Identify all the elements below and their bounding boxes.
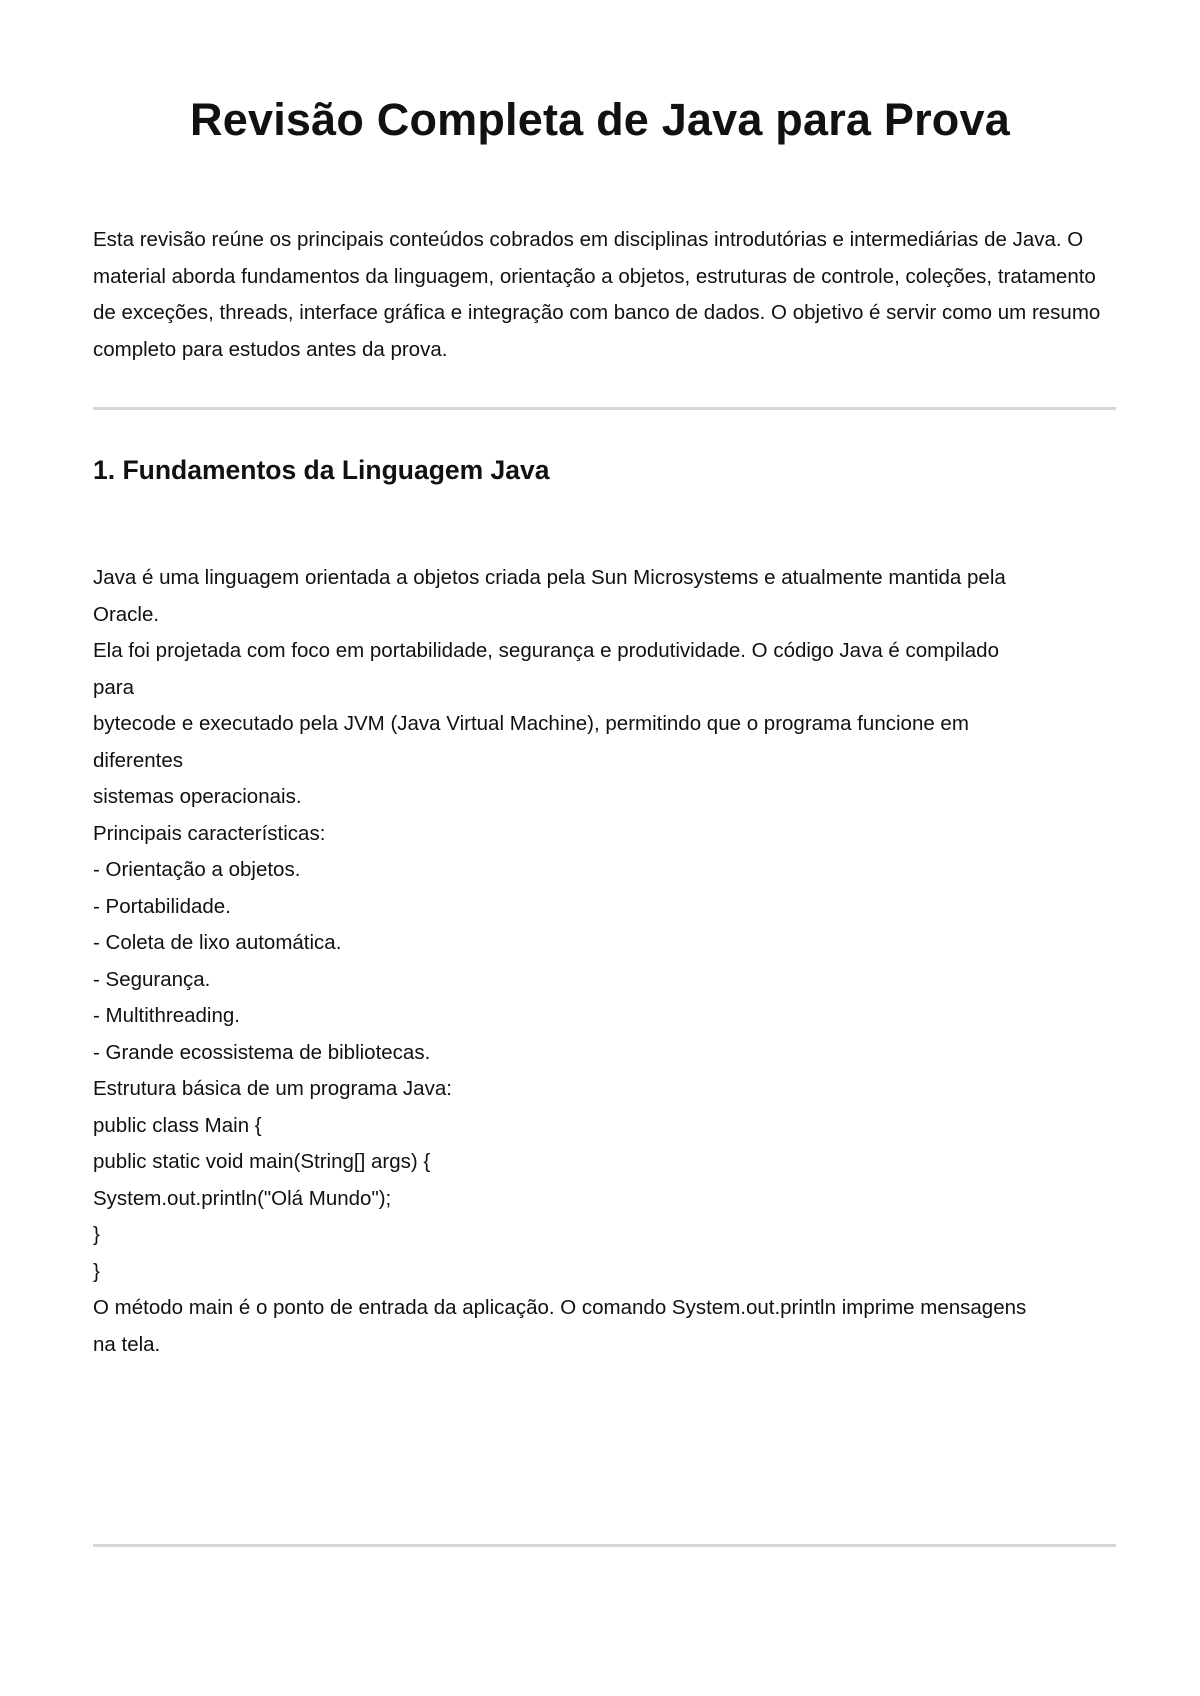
list-item: - Orientação a objetos.	[93, 858, 301, 881]
body-line: sistemas operacionais.	[93, 785, 302, 808]
list-item: - Grande ecossistema de bibliotecas.	[93, 1040, 431, 1064]
code-line: public static void main(String[] args) {	[93, 1150, 431, 1173]
body-line: para	[93, 675, 135, 699]
list-item: - Multithreading.	[93, 1004, 240, 1027]
intro-section	[93, 222, 1113, 368]
list-item: - Portabilidade.	[93, 894, 231, 918]
intro-paragraph: Esta revisão reúne os principais conteúdos cobrados em disciplinas introdutórias e intermediárias de Java. O material aborda fundamentos da linguagem, orientação a objetos, estruturas de controle, coleções, tratamento de exceções, threads, interface gráfica e integração com banco de dados. O objetivo é servir como um resumo completo para estudos antes da prova.	[93, 228, 1101, 361]
section-body	[93, 560, 1113, 1363]
body-line: bytecode e executado pela JVM (Java Virtual Machine), permitindo que o programa funcione em	[93, 712, 969, 735]
body-line: O método main é o ponto de entrada da aplicação. O comando System.out.println imprime mensagens	[93, 1296, 1027, 1319]
body-line: diferentes	[93, 748, 184, 772]
section-heading: 1. Fundamentos da Linguagem Java	[93, 455, 550, 485]
body-line: Java é uma linguagem orientada a objetos criada pela Sun Microsystems e atualmente mantida pela	[93, 566, 1006, 589]
code-line: System.out.println("Olá Mundo");	[93, 1186, 392, 1210]
body-line: Ela foi projetada com foco em portabilidade, segurança e produtividade. O código Java é compilado	[93, 639, 999, 662]
body-line: na tela.	[93, 1332, 161, 1356]
code-line: }	[93, 1223, 100, 1246]
list-item: - Coleta de lixo automática.	[93, 931, 342, 954]
body-line: Oracle.	[93, 602, 160, 626]
code-intro: Estrutura básica de um programa Java:	[93, 1077, 452, 1100]
list-item: - Segurança.	[93, 967, 211, 991]
divider	[93, 407, 1116, 410]
code-line: }	[93, 1259, 100, 1283]
divider	[93, 1544, 1116, 1547]
page-title: Revisão Completa de Java para Prova	[190, 94, 1010, 145]
code-line: public class Main {	[93, 1113, 262, 1137]
list-heading: Principais características:	[93, 821, 326, 845]
